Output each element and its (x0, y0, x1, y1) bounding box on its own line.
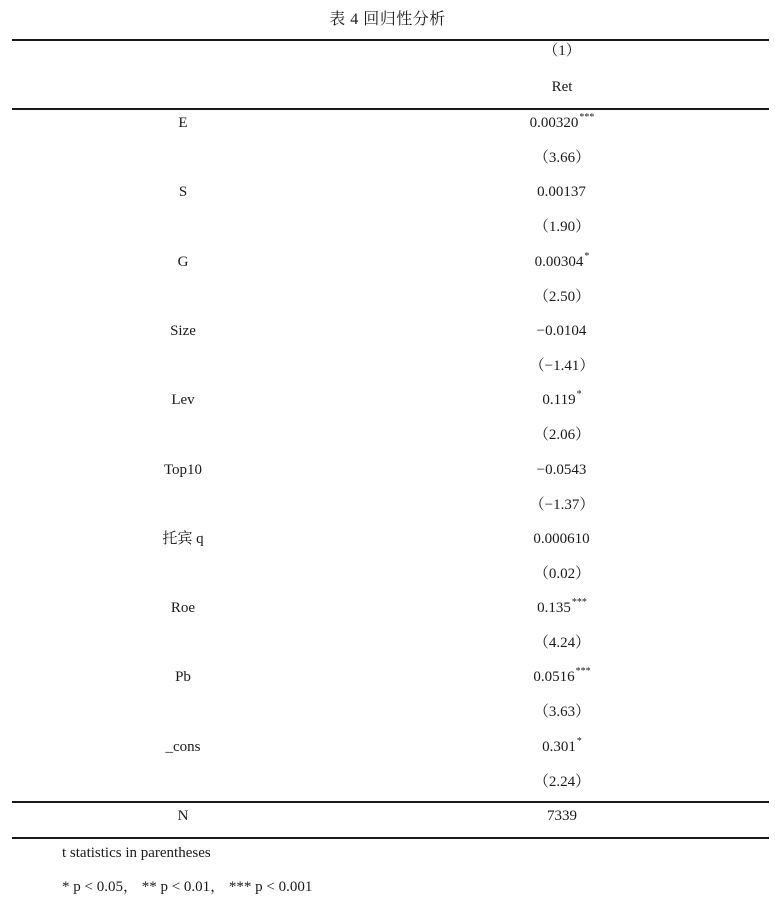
coefficient-value: 0.00137 (537, 184, 586, 201)
coefficient-cell (537, 182, 587, 202)
body-rule (12, 801, 769, 803)
coefficient-cell (533, 529, 590, 549)
table-title: 表 4 回归性分析 (329, 11, 446, 28)
t-statistic: （3.63） (533, 704, 591, 721)
coefficient-value: −0.0543 (536, 461, 587, 478)
coefficient-cell (530, 113, 595, 133)
variable-label: Size (170, 322, 196, 339)
coefficient-value: 0.119 (542, 392, 576, 409)
t-statistic: （−1.41） (529, 357, 595, 374)
coefficient-value: 0.0516 (533, 669, 575, 686)
t-statistic: （3.66） (533, 150, 591, 166)
table-note-tstat: t statistics in parentheses (62, 845, 211, 861)
variable-label: E (178, 115, 188, 131)
coefficient-cell (535, 252, 590, 272)
top-rule (12, 39, 769, 41)
coefficient-cell (537, 598, 587, 618)
significance-stars: *** (575, 666, 591, 678)
header-rule (12, 108, 769, 110)
column-name: Ret (551, 79, 573, 95)
t-statistic: （4.24） (533, 635, 591, 652)
variable-label: S (178, 184, 188, 201)
coefficient-cell (542, 737, 582, 757)
coefficient-cell (533, 667, 590, 687)
variable-label: G (177, 253, 189, 270)
variable-label: Lev (171, 392, 195, 409)
variable-label: Roe (170, 600, 196, 617)
bottom-rule (12, 837, 769, 839)
t-statistic: （2.06） (533, 427, 591, 444)
t-statistic: （0.02） (533, 565, 591, 582)
column-number: （1） (543, 43, 581, 59)
table-note-significance: * p < 0.05， ** p < 0.01， *** p < 0.001 (62, 879, 313, 895)
variable-label: Top10 (163, 461, 203, 478)
coefficient-value: 0.00304 (534, 253, 584, 270)
coefficient-value: −0.0104 (536, 322, 587, 339)
variable-label: _cons (165, 738, 201, 755)
significance-stars: * (576, 735, 582, 747)
n-label: N (177, 808, 189, 824)
t-statistic: （1.90） (533, 219, 591, 236)
significance-stars: *** (579, 112, 595, 123)
coefficient-cell (537, 460, 588, 480)
significance-stars: * (584, 250, 590, 262)
variable-label: Pb (175, 669, 191, 686)
t-statistic: （2.24） (533, 773, 591, 790)
coefficient-value: 0.000610 (533, 530, 590, 547)
t-statistic: （2.50） (533, 288, 591, 305)
significance-stars: *** (571, 597, 587, 609)
coefficient-value: 0.135 (537, 600, 571, 617)
significance-stars: * (576, 389, 582, 401)
t-statistic: （−1.37） (529, 496, 595, 513)
coefficient-cell (537, 321, 588, 341)
coefficient-cell (542, 390, 581, 410)
coefficient-value: 0.301 (542, 738, 576, 755)
n-value: 7339 (547, 808, 577, 824)
coefficient-value: 0.00320 (529, 115, 579, 131)
variable-label: 托宾 q (162, 530, 204, 547)
